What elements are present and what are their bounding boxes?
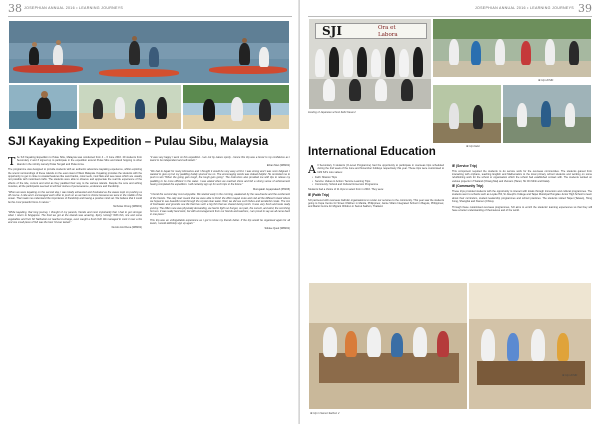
closing-paragraph: Through these customised overseas programmes, SJI aims to enrich the students' learning experiences so that they will have a better understanding of themselves and of the world.	[452, 205, 592, 212]
photo-hcmc-classroom	[468, 282, 592, 410]
drop-cap: T	[8, 156, 16, 168]
photo-hcmc-trip	[432, 18, 592, 78]
core-values-list	[312, 176, 444, 186]
banner-motto-line-1: Ora et	[378, 25, 396, 31]
photo-dalat-trip-1	[432, 84, 502, 144]
article-column-1	[8, 156, 142, 420]
photo-kayakers-group	[8, 20, 290, 84]
service-trip-paragraph: This component required the students to do service work for the overseas communities. The students gained from interacting with orphans, teaching English and Mathematics to the local primary school students and working on some refurbishing work for the school or organisation which the school had established contact with. The students worked on various projects in Thailand (Chiang Mai) and Vietnam (Hanoi, Ho Chi Minh and Dalat).	[452, 169, 592, 183]
photo-beach-group	[78, 84, 182, 130]
page-number: 39	[578, 2, 592, 15]
quote-1-author: Nicholas Chong (WB201)	[113, 205, 142, 209]
photo-dalat-trip-2	[502, 84, 592, 144]
photo-seibi-kasai-hosting	[308, 18, 432, 110]
photo-kayaker-sea	[8, 84, 78, 130]
caption-seibi-kasai: Hosting of Japanese school Seibi Kasai 2	[308, 111, 356, 114]
trips-choice-paragraph: Students had a choice of 11 trips to select from in 2016. They were:	[308, 188, 384, 192]
ie-column-2	[452, 164, 592, 276]
ie-column-1	[308, 164, 444, 276]
quote-6-author: Siddee Quek (WB201)	[264, 226, 290, 230]
heading-community-trip: IE (Community Trip)	[452, 184, 484, 189]
page-number: 38	[8, 2, 22, 15]
quote-3: "It was very happy I went on this expedition. I am not by nature sporty - hence this trip was a boost to my confidence as I learnt to be independent and self-reliant."	[150, 156, 290, 163]
quote-1: "When we were kayaking on the second day, I was totally exhausted and frustrated as the waves kept on pushing us off course. A ride and I encouraged each other to push on as we had no choice because we were in the middle of the ocean. That made me understand the importance of friendship and having a positive mind set. We believe that it could be the most powerful force in nature."	[8, 190, 142, 204]
quote-6: This trip was an unforgettable experience as I got to know my friends better. If the trip would be organised again for all levels, I would definitely sign up again."	[150, 218, 290, 226]
running-head: JOSEPHIAN ANNUAL 2016 • LEARNING JOURNEYS	[474, 6, 574, 10]
photo-samut-sakhon	[308, 282, 468, 410]
caption-ie-trip-hcmd-bottom: IE trip HCMD	[562, 374, 578, 377]
programme-paragraph: The programme was designed to provide students with an authentic adventure kayaking experience, whilst exploring the scenic surroundings of these islands on the east coast of West Malaysia. Kayaking provides the students with the opportunity to get in close to coastal features like sand banks, coral reefs, mud flats and sea caves which are usually not possible with motorised crafts. The students were able to observe and appreciate the real life experience of the effects of the tide, current and wind as they paddled their way to the various islands. Despite the sore and aching muscles, all the participants seemed to tell their stories of perseverance, endurance and friendship.	[8, 168, 142, 189]
article-column-2	[150, 156, 290, 420]
photo-island-team	[182, 84, 290, 130]
quote-3-author: Ethan Man (WB201)	[266, 163, 290, 167]
quote-2-author: Dennis And Dexa (WB201)	[111, 225, 142, 229]
sji-banner	[315, 23, 427, 39]
list-item: • Community: School and Cultural Immersion Programme	[312, 183, 444, 186]
drop-cap: A	[308, 164, 316, 176]
list-item: • Service: Values in Action / Service Learning Trips	[312, 180, 444, 183]
caption-ie-trip-dalat: IE trip Dalat	[466, 145, 480, 148]
running-head: JOSEPHIAN ANNUAL 2016 • LEARNING JOURNEYS	[24, 6, 124, 10]
article-title: SJI Kayaking Expedition – Pulau Sibu, Malaysia	[8, 136, 269, 148]
intro-paragraph: he SJI Kayaking Expedition to Pulau Sibu, Malaysia was conducted from 4 – 6 June 2016. 29 students from Secondary 2 and 3 signed up to participate in the expedition around Pulau Sibu and island hopping to other islands in the vicinity namely Pulau Tengah and Pulau Lima.	[16, 156, 142, 166]
heading-faith-trip: IE (Faith Trip)	[308, 193, 330, 197]
caption-samut-sakhon: IE trip in Samut Sakhon 2	[310, 412, 340, 415]
quote-4-author: Murugaiah Jayaprakash (P6203)	[253, 187, 290, 191]
section-title: International Education	[308, 146, 436, 158]
community-trip-paragraph: These trips provided students with the opportunity to interact with locals through immersion and cultural programmes. The students went to schools such as Loyale Hill, St Joseph's College and Taipei Municipal Hongdau Junior High School to learn about their curriculum, student leadership programmes and school practices. The students visited Taipei (Taiwan), Hong Kong, Shanghai and Xiamen (China).	[452, 189, 592, 203]
quote-4: "We had to kayak for many kilometres and I thought it would be very easy at first. I was wrong and I was soon fatigued. I wanted to give up but my paddling buddy spurred me on. The encouraging words was indeed helpful. He reminded me to push to win "When the going gets tough, the tough gets going". The instructors also provided me with tips to relieve my paddling to be more efficient in the water. I was elated when we reached shore and felt a strong sense of achievement having completed the expedition. I will certainly sign up for such trips in the future."	[150, 169, 290, 186]
ie-intro-paragraph: ll Secondary 3 students (O-Level Programme) had the opportunity to participate in overseas trips scheduled during the 2nd week of the June and November holidays respectively this year. These trips were customised to fulfil SJI's core values:	[317, 164, 444, 174]
faith-trip-paragraph: SJI partnered with overseas Catholic organisations to render our services to the community. This year saw the students going to Kupa Centre for Street Children in Manila, Philippines; Jamie Villaro Integrated School in Baguio, Philippines; and Marist Centre for Migrant Children in Samut Sakhon, Thailand.	[308, 198, 444, 209]
banner-motto-line-2: Labora	[378, 31, 398, 38]
heading-service-trip: IE (Service Trip)	[452, 164, 477, 169]
list-item: • Faith: Mission Trips	[312, 176, 444, 179]
banner-sji-text: SJI	[322, 24, 342, 38]
quote-2: "While kayaking, that long journey, I thought of my parents, friends and most importantly that I had to get stronger when I return to Singapore. The food we got at the islands was amazing. Spicy 'sotong'! With fish, rice and some vegetables and fruit. Mr Nathaniel our teacher-in-charge, even caught a fresh fish! We managed to cook it over a fire and one small piece of fish was the best I'd ever tasted."	[8, 211, 142, 225]
header-rule	[308, 16, 592, 17]
quote-5: "I found the second day most enjoyable. We started early in the morning, awakened by the sea-breeze and the excitement of the friends. The rally start meant that we were able to finish the 20km kayak route and visit all the different island where we hoped to see beautiful coral through the crystal clear water. Well, we did see such fishes and wonderful corals. The mix of freshwater and grounds see life that has such a big fish that we shared during lunch. It was very fresh and taste really yummy. The 20km race was physically demanding, we had to fight our hunger, our pain, the current, and wind, the scorching hot sun. It was really hard work, but with encouragement from our friends and teachers, I am proud to say we all came back in one piece."	[150, 193, 290, 217]
caption-ie-trip-hcmd-top: IE trip HCMD	[538, 79, 554, 82]
right-page	[300, 0, 600, 424]
header-rule	[8, 16, 292, 17]
